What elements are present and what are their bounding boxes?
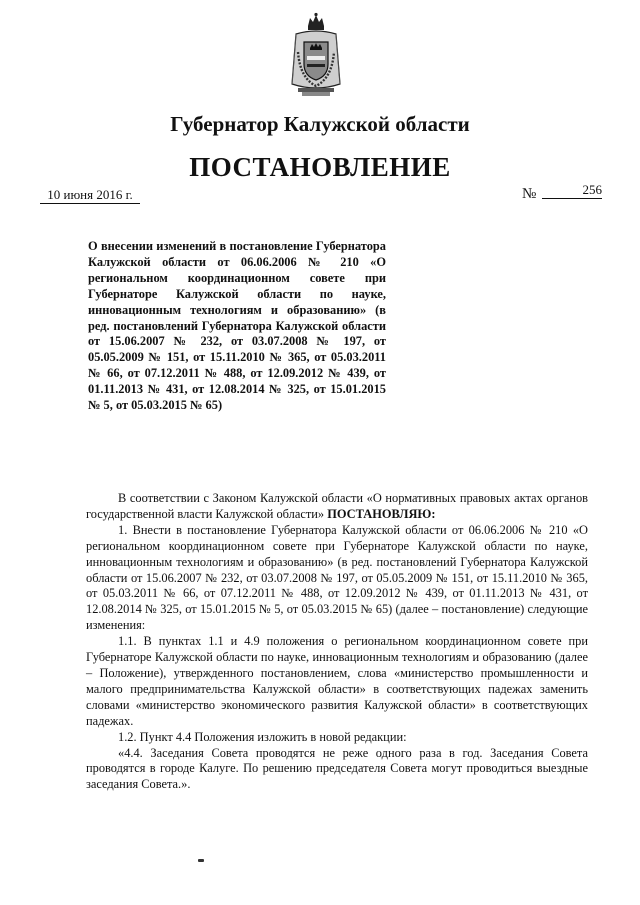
paragraph-1: 1. Внести в постановление Губернатора Калужской области от 06.06.2006 № 210 «О региональном координационном совете при Губернаторе Калужской области по науке, инновационным технологиям и образованию» (в ред. постановлений Губернатора Калужской области от 15.06.2007 № 232, от 03.07.2008 № 197, от 05.05.2009 № 151, от 15.11.2010 № 365, от 05.03.2011 № 66, от 07.12.2011 № 488, от 12.09.2012 № 439, от 01.11.2013 № 431, от 12.08.2014 № 325, от 15.01.2015 № 5, от 05.03.2015 № 65) (далее – постановление) следующие изменения: (86, 522, 588, 633)
number-label: № (522, 186, 537, 202)
intro-text: В соответствии с Законом Калужской области «О нормативных правовых актах органов государственной власти Калужской области» (86, 491, 588, 521)
scan-mark (198, 859, 204, 862)
heading-text: О внесении изменений в постановление Губернатора Калужской области от 06.06.2006 № 210 «О региональном координационном совете при Губернаторе Калужской области по науке, инновационным технологиям и образованию» (в ред. постановлений Губернатора Калужской области от 15.06.2007 № 232, от 03.07.2008 № 197, от 05.05.2009 № 151, от 15.11.2010 № 365, от 05.03.2011 № 66, от 07.12.2011 № 488, от 12.09.2012 № 439, от 01.11.2013 № 431, от 12.08.2014 № 325, от 15.01.2015 № 5, от 05.03.2015 № 65) (88, 239, 386, 413)
decree-word: ПОСТАНОВЛЯЮ: (327, 506, 436, 521)
decree-body (86, 491, 588, 793)
decree-number: 256 (542, 181, 602, 199)
paragraph-1-2: 1.2. Пункт 4.4 Положения изложить в новой редакции: (118, 729, 407, 744)
issuer-title: Губернатор Калужской области (170, 112, 470, 136)
decree-date: 10 июня 2016 г. (40, 186, 140, 204)
kaluga-coat-of-arms-icon (286, 12, 346, 100)
decree-heading (88, 239, 386, 414)
paragraph-1-1: 1.1. В пунктах 1.1 и 4.9 положения о региональном координационном совете при Губернаторе Калужской области по науке, инновационным технологиям и образованию (далее – Положение), утвержденного постановлением, слова «министерство промышленности и малого предпринимательства Калужской области» в соответствующих падежах заменить словами «министерство экономического развития Калужской области» в соответствующих падежах. (86, 634, 588, 728)
paragraph-1-2-quote: «4.4. Заседания Совета проводятся не реже одного раза в год. Заседания Совета проводятся в городе Калуге. По решению председателя Совета могут проводиться выездные заседания Совета.». (86, 745, 588, 792)
document-type-title: ПОСТАНОВЛЕНИЕ (189, 152, 451, 182)
intro-paragraph (86, 491, 588, 523)
